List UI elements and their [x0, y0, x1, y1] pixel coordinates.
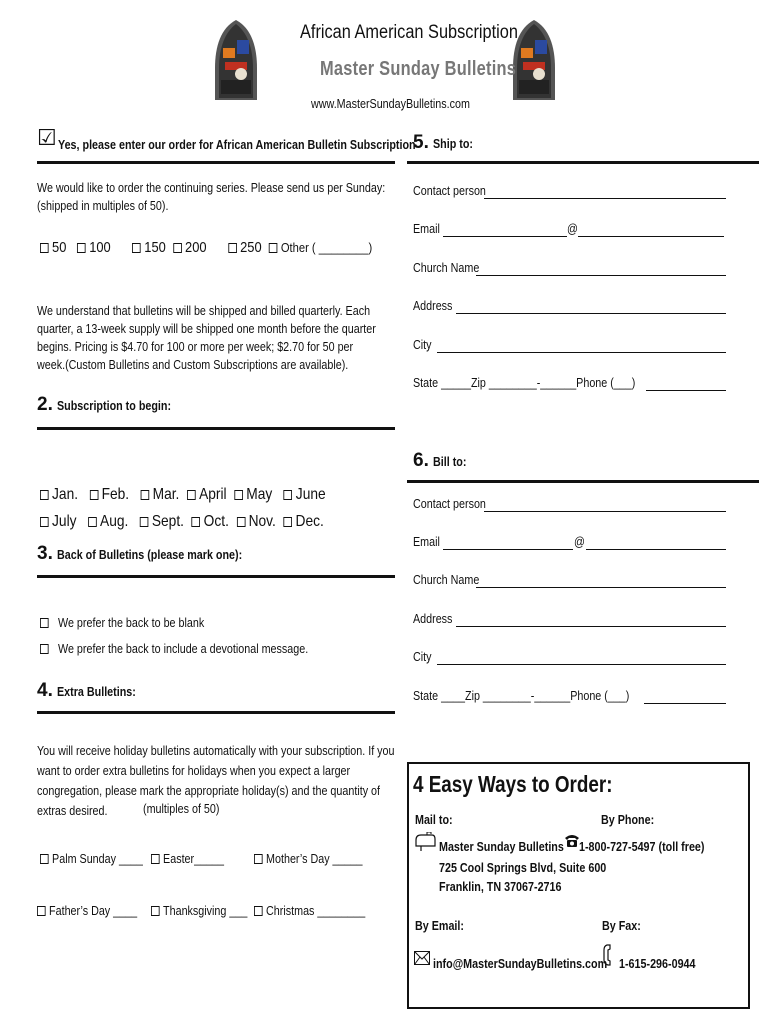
quantity-250-checkbox[interactable]: 250: [228, 239, 262, 256]
checkbox-icon: [284, 517, 293, 527]
section-title: Subscription to begin:: [57, 399, 172, 413]
checkbox-icon: [40, 854, 49, 864]
section-divider: [37, 161, 395, 164]
ship-contact-label: Contact person: [413, 184, 486, 198]
checkbox-icon: [187, 490, 196, 500]
thanksgiving-option[interactable]: Thanksgiving ___: [151, 904, 247, 918]
easter-option[interactable]: Easter_____: [151, 852, 224, 866]
month-jun-checkbox[interactable]: June: [284, 486, 326, 503]
ship-phone-field[interactable]: [646, 389, 726, 391]
checkbox-icon: [132, 243, 141, 253]
ship-address-label: Address: [413, 299, 453, 313]
ship-state-zip-phone-line[interactable]: State _____Zip ________-______Phone (___): [413, 376, 636, 390]
checkbox-icon: [151, 906, 160, 916]
bill-contact-label: Contact person: [413, 497, 486, 511]
month-jul-checkbox[interactable]: July: [40, 513, 77, 530]
section-number: 3.: [37, 543, 53, 564]
bill-contact-field[interactable]: [484, 510, 726, 512]
checkbox-icon: [37, 906, 46, 916]
logo-left-image: [211, 18, 261, 102]
section-title: Ship to:: [433, 137, 474, 151]
order-heading: Yes, please enter our order for African American Bulletin Subscription: [58, 138, 416, 152]
quantity-other-checkbox[interactable]: Other ( ________): [269, 240, 372, 255]
section-number: 2.: [37, 394, 53, 415]
section-4-heading: [37, 680, 149, 702]
section-title: Extra Bulletins:: [57, 685, 137, 699]
ship-email-domain-field[interactable]: [578, 235, 724, 237]
checkbox-icon: [40, 644, 49, 654]
email-address[interactable]: info@MasterSundayBulletins.com: [433, 957, 608, 971]
section-divider: [407, 480, 759, 483]
intro-line-2: (shipped in multiples of 50).: [37, 199, 169, 213]
month-dec-checkbox[interactable]: Dec.: [284, 513, 324, 530]
section-number: 6.: [413, 450, 429, 471]
checkbox-icon: [151, 854, 160, 864]
checkbox-icon: [254, 906, 263, 916]
quantity-50-checkbox[interactable]: 50: [40, 239, 66, 256]
brand-logo-text: Master Sunday Bulletins: [320, 58, 517, 80]
phone-label: By Phone:: [601, 813, 655, 827]
palm-sunday-option[interactable]: Palm Sunday ____: [40, 852, 143, 866]
checkbox-icon: [141, 490, 150, 500]
month-options: [40, 481, 326, 535]
bill-state-zip-phone-line[interactable]: State ____Zip ________-______Phone (___): [413, 689, 630, 703]
section-number: 4.: [37, 680, 53, 701]
month-oct-checkbox[interactable]: Oct.: [192, 513, 229, 530]
month-aug-checkbox[interactable]: Aug.: [88, 513, 128, 530]
checkbox-icon: [254, 854, 263, 864]
checkbox-icon: [40, 243, 49, 253]
ship-city-field[interactable]: [437, 351, 726, 353]
street-address: 725 Cool Springs Blvd, Suite 600: [439, 861, 607, 875]
bill-address-field[interactable]: [456, 625, 726, 627]
section-5-heading: [413, 132, 480, 154]
bill-church-label: Church Name: [413, 573, 480, 587]
section-divider: [37, 575, 395, 578]
ship-church-label: Church Name: [413, 261, 480, 275]
at-sign: @: [567, 222, 578, 236]
back-blank-option[interactable]: We prefer the back to be blank: [40, 616, 204, 630]
quantity-200-checkbox[interactable]: 200: [173, 239, 207, 256]
bill-phone-field[interactable]: [644, 702, 726, 704]
mail-label: Mail to:: [415, 813, 453, 827]
fax-number[interactable]: 1-615-296-0944: [619, 957, 696, 971]
checkbox-icon: [284, 490, 293, 500]
ship-address-field[interactable]: [456, 312, 726, 314]
checkbox-icon: [40, 490, 49, 500]
month-mar-checkbox[interactable]: Mar.: [141, 486, 180, 503]
quantity-options: [40, 239, 372, 256]
quantity-100-checkbox[interactable]: 100: [77, 239, 111, 256]
ship-city-label: City: [413, 338, 432, 352]
month-nov-checkbox[interactable]: Nov.: [237, 513, 276, 530]
checkbox-icon: [234, 490, 243, 500]
intro-line-1: We would like to order the continuing series. Please send us per Sunday:: [37, 181, 386, 195]
ship-email-user-field[interactable]: [443, 235, 567, 237]
bill-church-field[interactable]: [476, 586, 726, 588]
ship-church-field[interactable]: [476, 274, 726, 276]
fathers-day-option[interactable]: Father’s Day ____: [37, 904, 137, 918]
checkbox-icon: [228, 243, 237, 253]
bill-address-label: Address: [413, 612, 453, 626]
section-divider: [37, 711, 395, 714]
back-devotional-option[interactable]: We prefer the back to include a devotional message.: [40, 642, 308, 656]
page-title: African American Subscription: [300, 22, 518, 43]
multiples-note: (multiples of 50): [143, 802, 220, 816]
section-number: 5.: [413, 132, 429, 153]
mailbox-icon: [413, 832, 437, 852]
section-3-heading: [37, 543, 273, 565]
email-label: By Email:: [415, 919, 464, 933]
ship-contact-field[interactable]: [484, 197, 726, 199]
checkbox-icon: [90, 490, 99, 500]
bill-email-domain-field[interactable]: [586, 548, 726, 550]
section-divider: [407, 161, 759, 164]
section-divider: [37, 427, 395, 430]
company-name: Master Sunday Bulletins: [439, 840, 564, 854]
checkbox-icon: [40, 517, 49, 527]
checkbox-icon: [269, 243, 278, 253]
mothers-day-option[interactable]: Mother’s Day _____: [254, 852, 362, 866]
christmas-option[interactable]: Christmas ________: [254, 904, 365, 918]
ship-email-label: Email: [413, 222, 440, 236]
at-sign: @: [574, 535, 585, 549]
month-jan-checkbox[interactable]: Jan.: [40, 486, 78, 503]
checkbox-icon: [237, 517, 246, 527]
quantity-150-checkbox[interactable]: 150: [132, 239, 166, 256]
checkbox-icon: [192, 517, 201, 527]
order-box-title: 4 Easy Ways to Order:: [413, 771, 613, 797]
month-may-checkbox[interactable]: May: [234, 486, 272, 503]
month-feb-checkbox[interactable]: Feb.: [90, 486, 130, 503]
bill-city-label: City: [413, 650, 432, 664]
bill-city-field[interactable]: [437, 663, 726, 665]
section-title: Bill to:: [433, 455, 467, 469]
phone-number[interactable]: 1-800-727-5497 (toll free): [579, 840, 705, 854]
fax-label: By Fax:: [602, 919, 641, 933]
month-sep-checkbox[interactable]: Sept.: [140, 513, 184, 530]
envelope-icon: [414, 951, 430, 965]
month-apr-checkbox[interactable]: April: [187, 486, 227, 503]
extra-bulletins-text: You will receive holiday bulletins automatically with your subscription. If you want to order extra bulletins for holidays when you expect a larger congregation, please mark the appropriate holiday(s) and the quantity of extras desired.: [37, 744, 395, 818]
billing-text: We understand that bulletins will be shipped and billed quarterly. Each quarter, a 13-week supply will be shipped one month before the quarter begins. Pricing is $4.70 for 100 or more per week; $2.70 for 50 per week.(Custom Bulletins and Custom Subscriptions are available).: [37, 304, 376, 372]
section-6-heading: [413, 450, 472, 472]
city-state-zip: Franklin, TN 37067-2716: [439, 880, 562, 894]
checkbox-icon: [140, 517, 149, 527]
section-title: Back of Bulletins (please mark one):: [57, 548, 243, 562]
checkbox-icon: [40, 618, 49, 628]
bill-email-label: Email: [413, 535, 440, 549]
checkbox-icon: [77, 243, 86, 253]
telephone-icon: [564, 832, 580, 848]
website-url: www.MasterSundayBulletins.com: [311, 97, 470, 111]
checkbox-icon: [173, 243, 182, 253]
checkbox-icon: [88, 517, 97, 527]
fax-icon: [603, 944, 617, 966]
checked-checkbox-icon: ☑: [37, 125, 57, 150]
bill-email-user-field[interactable]: [443, 548, 573, 550]
section-2-heading: [37, 394, 190, 416]
